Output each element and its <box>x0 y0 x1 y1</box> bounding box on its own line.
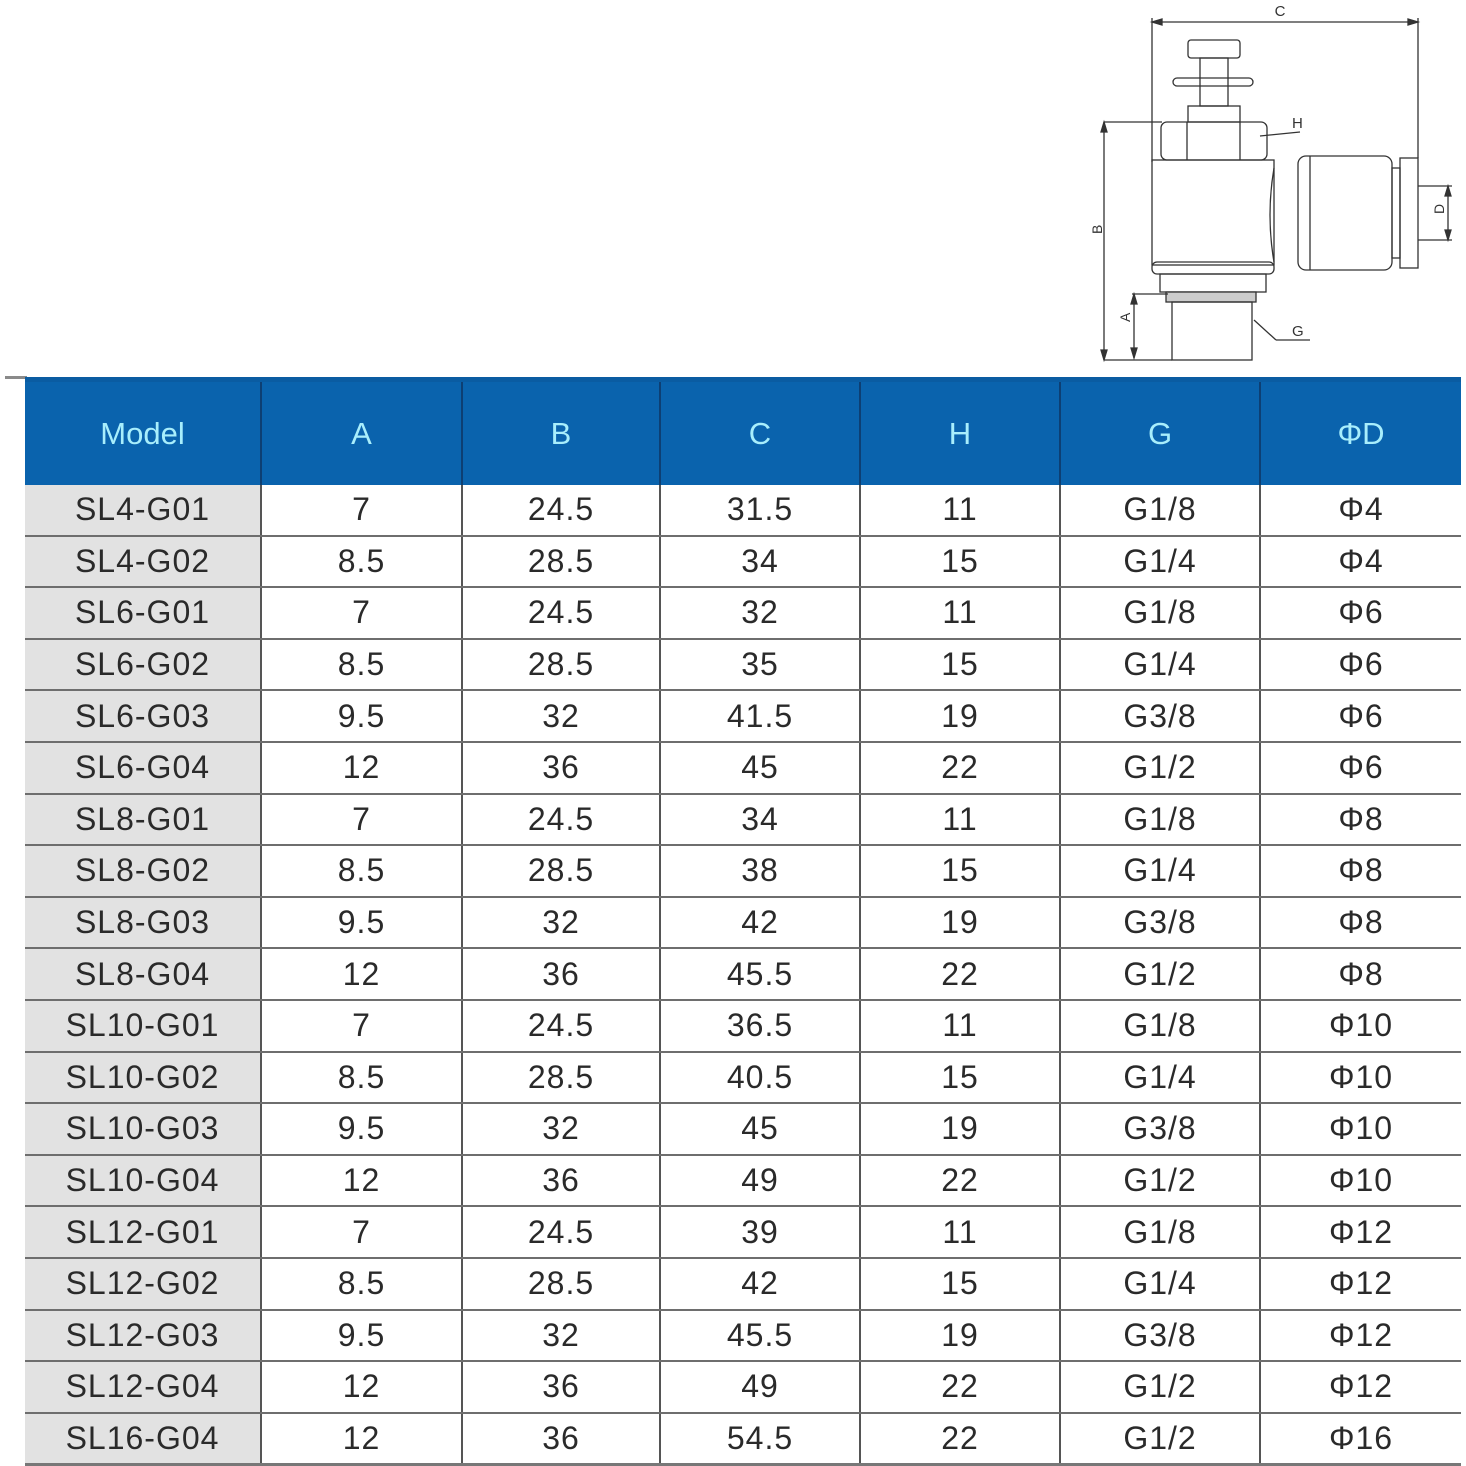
table-row <box>25 897 1461 949</box>
cell-g: G1/4 <box>1060 536 1260 588</box>
cell-c: 41.5 <box>660 690 860 742</box>
cell-h: 19 <box>860 1310 1060 1362</box>
label-d: D <box>1431 203 1447 214</box>
table-header-row <box>25 380 1461 486</box>
cell-a: 12 <box>261 742 462 794</box>
cell-h: 15 <box>860 845 1060 897</box>
cell-c: 42 <box>660 1258 860 1310</box>
cell-c: 34 <box>660 794 860 846</box>
cell-b: 32 <box>462 1103 660 1155</box>
cell-a: 8.5 <box>261 536 462 588</box>
cell-model: SL8-G01 <box>25 794 261 846</box>
cell-g: G1/8 <box>1060 587 1260 639</box>
cell-b: 28.5 <box>462 639 660 691</box>
cell-phi-d: Φ8 <box>1260 897 1461 949</box>
cell-model: SL12-G01 <box>25 1206 261 1258</box>
cell-g: G3/8 <box>1060 690 1260 742</box>
cell-g: G1/2 <box>1060 1361 1260 1413</box>
cell-h: 22 <box>860 1361 1060 1413</box>
label-c: C <box>1274 3 1286 20</box>
table-row <box>25 690 1461 742</box>
cell-g: G1/4 <box>1060 845 1260 897</box>
cell-g: G3/8 <box>1060 1103 1260 1155</box>
table-row <box>25 794 1461 846</box>
label-h: H <box>1292 115 1303 132</box>
cell-model: SL8-G02 <box>25 845 261 897</box>
cell-phi-d: Φ6 <box>1260 690 1461 742</box>
divider-line <box>5 376 27 379</box>
cell-a: 12 <box>261 1361 462 1413</box>
column-header-c: C <box>660 380 860 486</box>
cell-phi-d: Φ16 <box>1260 1413 1461 1465</box>
cell-model: SL8-G04 <box>25 948 261 1000</box>
cell-h: 15 <box>860 1258 1060 1310</box>
cell-c: 45 <box>660 1103 860 1155</box>
cell-g: G1/8 <box>1060 1000 1260 1052</box>
cell-b: 24.5 <box>462 794 660 846</box>
cell-a: 7 <box>261 587 462 639</box>
cell-h: 11 <box>860 587 1060 639</box>
cell-h: 11 <box>860 485 1060 536</box>
cell-h: 11 <box>860 794 1060 846</box>
cell-phi-d: Φ12 <box>1260 1258 1461 1310</box>
cell-c: 42 <box>660 897 860 949</box>
table-row <box>25 1310 1461 1362</box>
cell-a: 12 <box>261 948 462 1000</box>
table-row <box>25 1413 1461 1465</box>
cell-h: 22 <box>860 1155 1060 1207</box>
cell-model: SL10-G04 <box>25 1155 261 1207</box>
cell-h: 19 <box>860 897 1060 949</box>
cell-phi-d: Φ6 <box>1260 742 1461 794</box>
cell-model: SL10-G02 <box>25 1052 261 1104</box>
cell-c: 35 <box>660 639 860 691</box>
cell-g: G1/2 <box>1060 1155 1260 1207</box>
cell-c: 31.5 <box>660 485 860 536</box>
cell-a: 12 <box>261 1413 462 1465</box>
cell-a: 8.5 <box>261 845 462 897</box>
cell-g: G3/8 <box>1060 1310 1260 1362</box>
cell-h: 11 <box>860 1000 1060 1052</box>
table-row <box>25 1052 1461 1104</box>
cell-b: 28.5 <box>462 1052 660 1104</box>
column-header-phi-d: ΦD <box>1260 380 1461 486</box>
cell-c: 49 <box>660 1361 860 1413</box>
cell-model: SL12-G03 <box>25 1310 261 1362</box>
table-row <box>25 1155 1461 1207</box>
cell-h: 15 <box>860 639 1060 691</box>
table-row <box>25 485 1461 536</box>
cell-c: 40.5 <box>660 1052 860 1104</box>
cell-g: G1/8 <box>1060 1206 1260 1258</box>
cell-a: 7 <box>261 794 462 846</box>
cell-phi-d: Φ6 <box>1260 587 1461 639</box>
cell-b: 36 <box>462 1361 660 1413</box>
cell-h: 11 <box>860 1206 1060 1258</box>
label-b: B <box>1089 224 1105 234</box>
table-row <box>25 1000 1461 1052</box>
cell-model: SL6-G01 <box>25 587 261 639</box>
cell-a: 8.5 <box>261 1052 462 1104</box>
cell-phi-d: Φ4 <box>1260 485 1461 536</box>
cell-a: 8.5 <box>261 639 462 691</box>
cell-b: 32 <box>462 690 660 742</box>
cell-c: 45.5 <box>660 1310 860 1362</box>
table-row <box>25 1103 1461 1155</box>
cell-b: 24.5 <box>462 1000 660 1052</box>
cell-phi-d: Φ12 <box>1260 1310 1461 1362</box>
cell-g: G1/2 <box>1060 948 1260 1000</box>
cell-b: 24.5 <box>462 1206 660 1258</box>
column-header-b: B <box>462 380 660 486</box>
cell-g: G3/8 <box>1060 897 1260 949</box>
cell-a: 9.5 <box>261 1310 462 1362</box>
cell-b: 36 <box>462 948 660 1000</box>
cell-phi-d: Φ10 <box>1260 1052 1461 1104</box>
table-row <box>25 948 1461 1000</box>
table-row <box>25 845 1461 897</box>
cell-b: 28.5 <box>462 536 660 588</box>
cell-a: 7 <box>261 1000 462 1052</box>
cell-model: SL4-G01 <box>25 485 261 536</box>
cell-model: SL12-G04 <box>25 1361 261 1413</box>
table-row <box>25 742 1461 794</box>
cell-a: 9.5 <box>261 690 462 742</box>
fitting-dimension-drawing <box>1070 0 1466 370</box>
cell-phi-d: Φ8 <box>1260 794 1461 846</box>
cell-b: 28.5 <box>462 845 660 897</box>
cell-b: 36 <box>462 1413 660 1465</box>
cell-c: 34 <box>660 536 860 588</box>
cell-c: 54.5 <box>660 1413 860 1465</box>
cell-phi-d: Φ12 <box>1260 1206 1461 1258</box>
cell-g: G1/4 <box>1060 1052 1260 1104</box>
cell-h: 19 <box>860 690 1060 742</box>
cell-c: 38 <box>660 845 860 897</box>
table-row <box>25 1258 1461 1310</box>
cell-phi-d: Φ10 <box>1260 1103 1461 1155</box>
cell-c: 32 <box>660 587 860 639</box>
table-row <box>25 587 1461 639</box>
cell-phi-d: Φ10 <box>1260 1155 1461 1207</box>
table-row <box>25 639 1461 691</box>
table-row <box>25 1206 1461 1258</box>
column-header-g: G <box>1060 380 1260 486</box>
column-header-h: H <box>860 380 1060 486</box>
cell-h: 15 <box>860 536 1060 588</box>
cell-a: 8.5 <box>261 1258 462 1310</box>
cell-g: G1/4 <box>1060 639 1260 691</box>
column-header-a: A <box>261 380 462 486</box>
cell-model: SL6-G02 <box>25 639 261 691</box>
column-header-model: Model <box>25 380 261 486</box>
cell-b: 36 <box>462 742 660 794</box>
cell-g: G1/2 <box>1060 1413 1260 1465</box>
cell-model: SL4-G02 <box>25 536 261 588</box>
cell-phi-d: Φ6 <box>1260 639 1461 691</box>
cell-b: 24.5 <box>462 587 660 639</box>
cell-model: SL16-G04 <box>25 1413 261 1465</box>
cell-h: 22 <box>860 1413 1060 1465</box>
cell-phi-d: Φ8 <box>1260 948 1461 1000</box>
cell-a: 12 <box>261 1155 462 1207</box>
table-row <box>25 536 1461 588</box>
cell-h: 19 <box>860 1103 1060 1155</box>
dimension-spec-table <box>25 377 1461 1466</box>
cell-c: 45 <box>660 742 860 794</box>
cell-b: 28.5 <box>462 1258 660 1310</box>
cell-phi-d: Φ12 <box>1260 1361 1461 1413</box>
cell-c: 39 <box>660 1206 860 1258</box>
table-row <box>25 1361 1461 1413</box>
cell-g: G1/8 <box>1060 485 1260 536</box>
cell-model: SL6-G04 <box>25 742 261 794</box>
cell-b: 32 <box>462 897 660 949</box>
cell-b: 24.5 <box>462 485 660 536</box>
cell-model: SL10-G03 <box>25 1103 261 1155</box>
cell-c: 45.5 <box>660 948 860 1000</box>
cell-g: G1/2 <box>1060 742 1260 794</box>
cell-c: 36.5 <box>660 1000 860 1052</box>
cell-phi-d: Φ4 <box>1260 536 1461 588</box>
cell-b: 36 <box>462 1155 660 1207</box>
cell-h: 22 <box>860 742 1060 794</box>
cell-model: SL8-G03 <box>25 897 261 949</box>
label-a: A <box>1117 312 1133 322</box>
cell-g: G1/4 <box>1060 1258 1260 1310</box>
cell-b: 32 <box>462 1310 660 1362</box>
cell-phi-d: Φ8 <box>1260 845 1461 897</box>
cell-g: G1/8 <box>1060 794 1260 846</box>
cell-phi-d: Φ10 <box>1260 1000 1461 1052</box>
cell-h: 15 <box>860 1052 1060 1104</box>
cell-a: 9.5 <box>261 1103 462 1155</box>
cell-c: 49 <box>660 1155 860 1207</box>
cell-a: 7 <box>261 485 462 536</box>
cell-a: 9.5 <box>261 897 462 949</box>
cell-model: SL6-G03 <box>25 690 261 742</box>
cell-model: SL10-G01 <box>25 1000 261 1052</box>
label-g: G <box>1292 323 1304 340</box>
cell-model: SL12-G02 <box>25 1258 261 1310</box>
cell-a: 7 <box>261 1206 462 1258</box>
cell-h: 22 <box>860 948 1060 1000</box>
